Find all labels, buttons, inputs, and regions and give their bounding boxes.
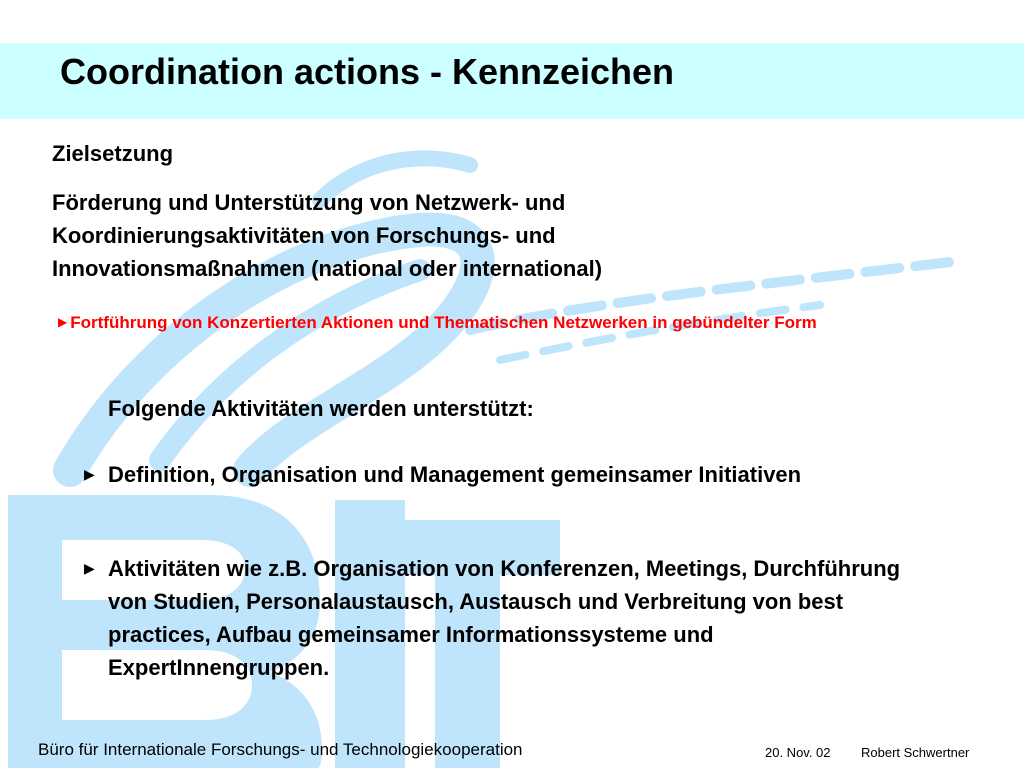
slide-title: Coordination actions - Kennzeichen — [60, 51, 675, 92]
list-item-text: Definition, Organisation und Management gemeinsamer Initiativen — [108, 462, 802, 487]
triangle-right-icon: ▶ — [84, 466, 95, 482]
footer-organization: Büro für Internationale Forschungs- und Technologiekooperation — [38, 740, 523, 759]
red-note — [52, 310, 912, 335]
activities-heading: Folgende Aktivitäten werden unterstützt: — [108, 396, 534, 421]
triangle-right-icon: ▶ — [58, 315, 68, 329]
section-heading: Zielsetzung — [52, 141, 174, 166]
goal-text: Förderung und Unterstützung von Netzwerk- und Koordinierungsaktivitäten von Forschungs- und Innovationsmaßnahmen (national oder international) — [52, 190, 603, 281]
footer-date: 20. Nov. 02 — [765, 745, 831, 760]
triangle-right-icon: ▶ — [84, 560, 95, 576]
footer-author: Robert Schwertner — [861, 745, 970, 760]
red-note-text: Fortführung von Konzertierten Aktionen und Thematischen Netzwerken in gebündelter Form — [70, 313, 817, 332]
list-item-text: Aktivitäten wie z.B. Organisation von Konferenzen, Meetings, Durchführung von Studien, Personalaustausch, Austausch und Verbreitung von best practices, Aufbau gemeinsamer Informationssysteme und ExpertInnengruppen. — [108, 556, 901, 680]
